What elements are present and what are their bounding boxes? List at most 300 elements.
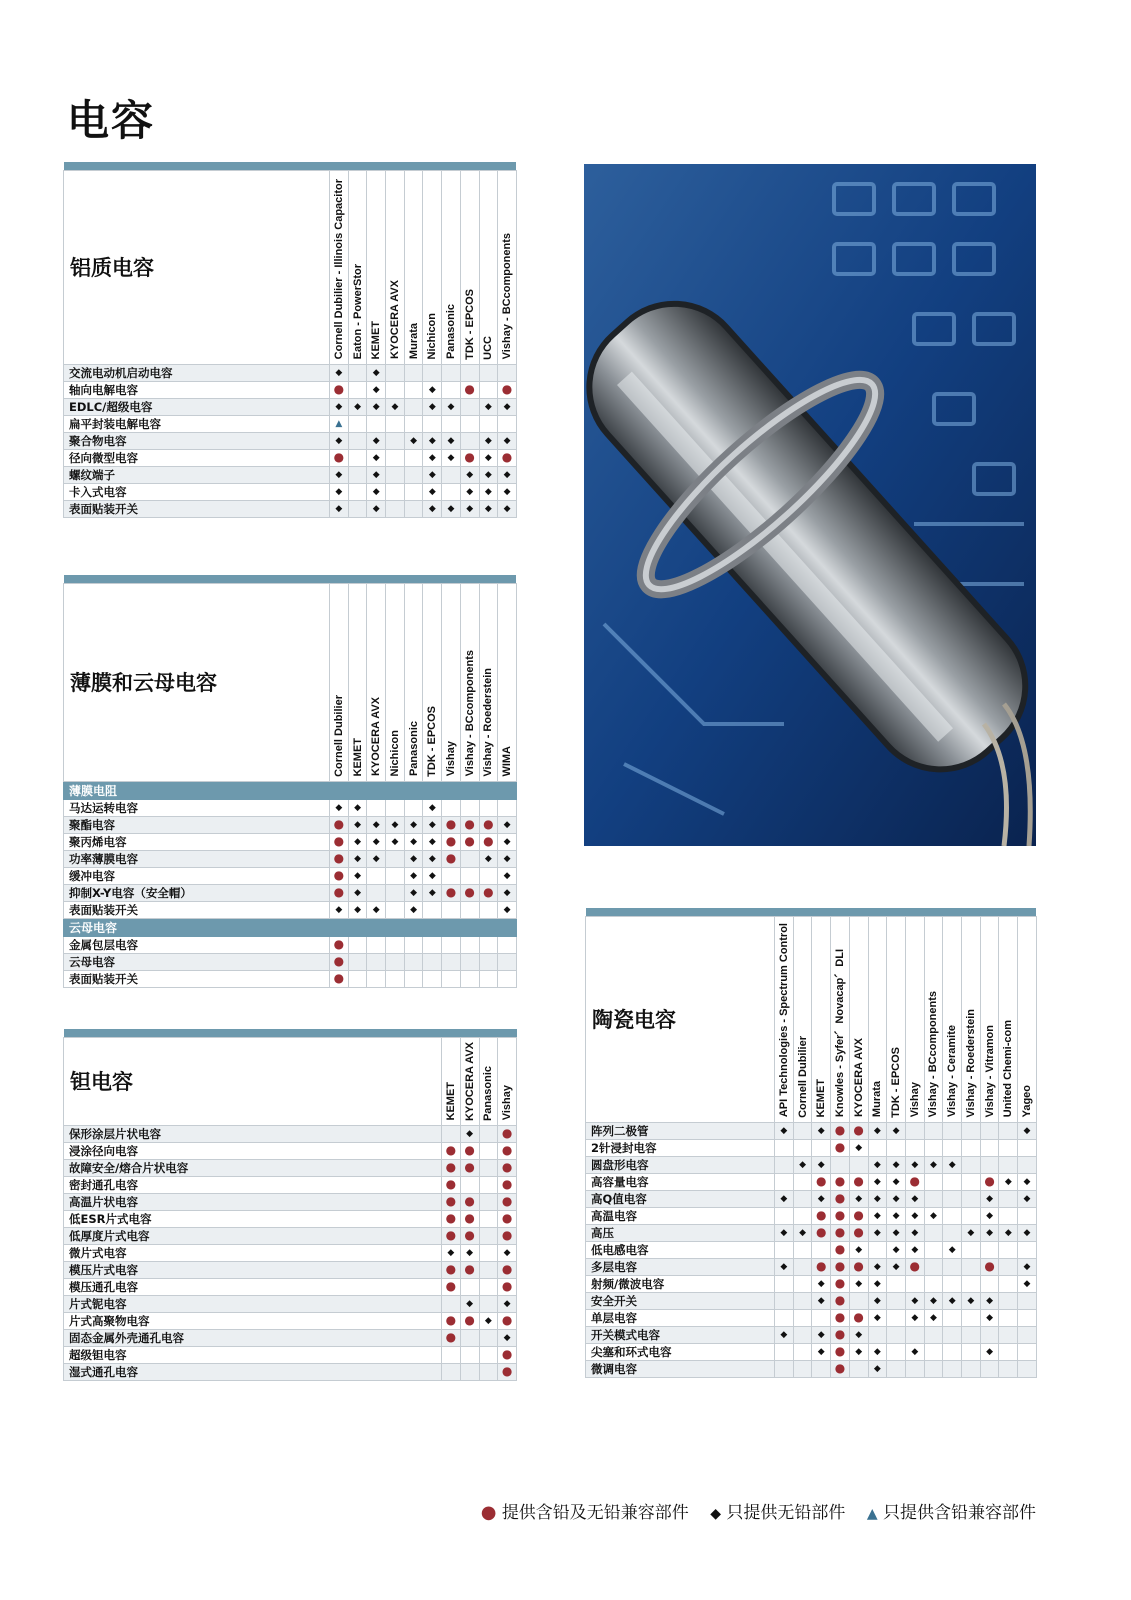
availability-cell bbox=[442, 1193, 461, 1210]
availability-cell bbox=[924, 1241, 943, 1258]
table-row bbox=[64, 953, 517, 970]
availability-cell bbox=[498, 833, 517, 850]
diamond-icon: ◆ bbox=[372, 853, 380, 864]
diamond-icon: ◆ bbox=[335, 802, 343, 813]
availability-cell bbox=[479, 833, 498, 850]
availability-cell bbox=[793, 1122, 812, 1139]
table-row bbox=[586, 1139, 1037, 1156]
availability-cell bbox=[1018, 1224, 1037, 1241]
availability-cell bbox=[460, 953, 479, 970]
page-title: 电容 bbox=[67, 96, 156, 145]
availability-cell bbox=[367, 799, 386, 816]
availability-cell bbox=[460, 867, 479, 884]
circle-icon: ● bbox=[501, 1160, 513, 1175]
circle-icon: ● bbox=[333, 817, 345, 831]
diamond-icon: ◆ bbox=[410, 836, 418, 847]
availability-cell bbox=[330, 867, 349, 884]
availability-cell bbox=[999, 1292, 1018, 1309]
manufacturer-name: KYOCERA AVX bbox=[370, 697, 383, 777]
ceramic-capacitor-table bbox=[585, 908, 1037, 1378]
diamond-icon: ◆ bbox=[892, 1159, 900, 1170]
availability-cell bbox=[887, 1122, 906, 1139]
availability-cell bbox=[831, 1258, 850, 1275]
circle-icon: ● bbox=[445, 1194, 457, 1209]
availability-cell bbox=[348, 953, 367, 970]
availability-cell bbox=[868, 1207, 887, 1224]
availability-cell bbox=[812, 1173, 831, 1190]
diamond-icon: ◆ bbox=[428, 486, 436, 497]
manufacturer-name: Eaton - PowerStor bbox=[351, 264, 364, 360]
availability-cell bbox=[386, 432, 405, 449]
manufacturer-name: Knowles - Syfer、Novacap、DLI bbox=[833, 949, 846, 1118]
table-row bbox=[64, 1261, 517, 1278]
availability-cell bbox=[812, 1207, 831, 1224]
availability-cell bbox=[404, 850, 423, 867]
availability-cell bbox=[442, 1210, 461, 1227]
availability-cell bbox=[498, 970, 517, 987]
availability-cell bbox=[330, 432, 349, 449]
availability-cell bbox=[498, 1193, 517, 1210]
availability-cell bbox=[775, 1258, 794, 1275]
availability-cell bbox=[1018, 1275, 1037, 1292]
table-row bbox=[586, 1326, 1037, 1343]
availability-cell bbox=[775, 1309, 794, 1326]
manufacturer-name: Cornell Dubilier bbox=[796, 1035, 809, 1118]
availability-cell bbox=[924, 1207, 943, 1224]
availability-cell bbox=[498, 816, 517, 833]
availability-cell bbox=[348, 901, 367, 918]
availability-cell bbox=[812, 1156, 831, 1173]
diamond-icon: ◆ bbox=[503, 819, 511, 830]
availability-cell bbox=[498, 398, 517, 415]
availability-cell bbox=[812, 1241, 831, 1258]
availability-cell bbox=[386, 936, 405, 953]
diamond-icon: ◆ bbox=[372, 435, 380, 446]
availability-cell bbox=[831, 1156, 850, 1173]
diamond-icon: ◆ bbox=[484, 452, 492, 463]
availability-cell bbox=[812, 1292, 831, 1309]
diamond-icon: ◆ bbox=[484, 435, 492, 446]
availability-cell bbox=[775, 1173, 794, 1190]
availability-cell bbox=[793, 1207, 812, 1224]
availability-cell bbox=[924, 1122, 943, 1139]
table-row bbox=[64, 1159, 517, 1176]
circle-icon: ● bbox=[834, 1259, 846, 1273]
table-accent-bar bbox=[64, 162, 517, 170]
row-label: 螺纹端子 bbox=[64, 466, 330, 483]
availability-cell bbox=[348, 364, 367, 381]
availability-cell bbox=[905, 1190, 924, 1207]
circle-icon: ● bbox=[834, 1361, 846, 1375]
diamond-icon: ◆ bbox=[873, 1261, 881, 1272]
availability-cell bbox=[962, 1139, 981, 1156]
diamond-icon: ◆ bbox=[428, 503, 436, 514]
table-title: 铝质电容 bbox=[64, 170, 330, 364]
availability-cell bbox=[905, 1122, 924, 1139]
diamond-icon: ◆ bbox=[372, 486, 380, 497]
availability-cell bbox=[479, 901, 498, 918]
availability-cell bbox=[330, 381, 349, 398]
availability-cell bbox=[460, 449, 479, 466]
availability-cell bbox=[887, 1139, 906, 1156]
circle-icon: ● bbox=[834, 1242, 846, 1256]
manufacturer-name: KEMET bbox=[815, 1079, 828, 1118]
circle-icon: ● bbox=[445, 1211, 457, 1226]
availability-cell bbox=[793, 1343, 812, 1360]
availability-cell bbox=[498, 1244, 517, 1261]
circle-icon: ● bbox=[445, 1160, 457, 1175]
diamond-icon: ◆ bbox=[873, 1210, 881, 1221]
availability-cell bbox=[442, 364, 461, 381]
diamond-icon: ◆ bbox=[1023, 1125, 1031, 1136]
availability-cell bbox=[905, 1139, 924, 1156]
diamond-icon: ◆ bbox=[855, 1346, 863, 1357]
table-row bbox=[64, 833, 517, 850]
circle-icon: ● bbox=[816, 1225, 827, 1239]
diamond-icon: ◆ bbox=[335, 503, 343, 514]
diamond-icon: ◆ bbox=[428, 802, 436, 813]
manufacturer-header bbox=[498, 583, 517, 781]
availability-cell bbox=[330, 970, 349, 987]
availability-cell bbox=[498, 1312, 517, 1329]
availability-cell bbox=[831, 1292, 850, 1309]
diamond-icon: ◆ bbox=[372, 836, 380, 847]
availability-cell bbox=[460, 1176, 479, 1193]
diamond-icon: ◆ bbox=[817, 1295, 825, 1306]
circle-icon: ● bbox=[445, 1279, 457, 1294]
diamond-icon: ◆ bbox=[911, 1210, 919, 1221]
availability-cell bbox=[442, 901, 461, 918]
row-label: 表面贴装开关 bbox=[64, 970, 330, 987]
table-row bbox=[586, 1224, 1037, 1241]
availability-cell bbox=[442, 1176, 461, 1193]
availability-cell bbox=[386, 816, 405, 833]
manufacturer-header bbox=[479, 583, 498, 781]
circle-icon: ● bbox=[501, 1262, 513, 1277]
availability-cell bbox=[367, 483, 386, 500]
table-row bbox=[586, 1241, 1037, 1258]
availability-cell bbox=[386, 500, 405, 517]
circle-icon: ● bbox=[464, 1160, 475, 1175]
availability-cell bbox=[849, 1139, 868, 1156]
availability-cell bbox=[1018, 1258, 1037, 1275]
availability-cell bbox=[479, 970, 498, 987]
manufacturer-name: Panasonic bbox=[407, 721, 420, 777]
diamond-icon: ◆ bbox=[911, 1295, 919, 1306]
availability-cell bbox=[442, 833, 461, 850]
row-label: 聚合物电容 bbox=[64, 432, 330, 449]
diamond-icon: ◆ bbox=[372, 367, 380, 378]
diamond-icon: ◆ bbox=[428, 435, 436, 446]
availability-cell bbox=[887, 1275, 906, 1292]
diamond-icon: ◆ bbox=[503, 1332, 511, 1343]
availability-cell bbox=[849, 1326, 868, 1343]
diamond-icon: ◆ bbox=[372, 819, 380, 830]
diamond-icon: ◆ bbox=[817, 1329, 825, 1340]
manufacturer-header bbox=[775, 916, 794, 1122]
availability-cell bbox=[887, 1207, 906, 1224]
circle-icon: ● bbox=[483, 834, 494, 848]
circle-icon: ● bbox=[853, 1310, 864, 1324]
availability-cell bbox=[849, 1309, 868, 1326]
manufacturer-name: Vishay - Roederstein bbox=[964, 1008, 977, 1118]
availability-cell bbox=[348, 500, 367, 517]
availability-cell bbox=[330, 398, 349, 415]
availability-cell bbox=[868, 1292, 887, 1309]
manufacturer-name: TDK - EPCOS bbox=[463, 288, 476, 360]
diamond-icon: ◆ bbox=[986, 1295, 994, 1306]
row-label: 故障安全/熔合片状电容 bbox=[64, 1159, 442, 1176]
manufacturer-header bbox=[905, 916, 924, 1122]
availability-cell bbox=[905, 1275, 924, 1292]
circle-icon: ● bbox=[464, 1228, 475, 1243]
availability-cell bbox=[498, 867, 517, 884]
availability-cell bbox=[442, 850, 461, 867]
table-row bbox=[586, 1122, 1037, 1139]
availability-cell bbox=[831, 1122, 850, 1139]
diamond-icon: ◆ bbox=[503, 1247, 511, 1258]
table-row bbox=[64, 466, 517, 483]
availability-cell bbox=[460, 901, 479, 918]
row-label: 尖塞和环式电容 bbox=[586, 1343, 775, 1360]
availability-cell bbox=[330, 364, 349, 381]
diamond-icon: ◆ bbox=[354, 887, 361, 898]
availability-cell bbox=[479, 867, 498, 884]
table-row bbox=[64, 1125, 517, 1142]
circle-icon: ● bbox=[445, 851, 457, 865]
table-row bbox=[64, 449, 517, 466]
circle-icon: ● bbox=[501, 1211, 513, 1226]
availability-cell bbox=[887, 1241, 906, 1258]
availability-cell bbox=[442, 936, 461, 953]
row-label: 片式高聚物电容 bbox=[64, 1312, 442, 1329]
availability-cell bbox=[793, 1258, 812, 1275]
circle-icon: ● bbox=[834, 1310, 846, 1324]
availability-cell bbox=[812, 1122, 831, 1139]
availability-cell bbox=[793, 1326, 812, 1343]
diamond-icon: ◆ bbox=[986, 1346, 994, 1357]
availability-cell bbox=[831, 1360, 850, 1377]
availability-cell bbox=[943, 1326, 962, 1343]
diamond-icon: ◆ bbox=[780, 1227, 788, 1238]
availability-cell bbox=[442, 1363, 461, 1380]
diamond-icon: ◆ bbox=[855, 1329, 863, 1340]
availability-cell bbox=[460, 500, 479, 517]
availability-cell bbox=[386, 850, 405, 867]
availability-cell bbox=[404, 364, 423, 381]
availability-cell bbox=[905, 1241, 924, 1258]
manufacturer-header bbox=[460, 583, 479, 781]
diamond-icon: ◆ bbox=[1023, 1227, 1031, 1238]
availability-cell bbox=[423, 816, 442, 833]
availability-cell bbox=[924, 1292, 943, 1309]
diamond-icon: ◆ bbox=[873, 1176, 881, 1187]
manufacturer-name: WIMA bbox=[501, 745, 514, 777]
availability-cell bbox=[479, 1278, 498, 1295]
circle-icon: ● bbox=[483, 885, 494, 899]
circle-icon: ● bbox=[853, 1174, 864, 1188]
availability-cell bbox=[812, 1139, 831, 1156]
availability-cell bbox=[442, 970, 461, 987]
availability-cell bbox=[980, 1309, 999, 1326]
table-row bbox=[64, 1329, 517, 1346]
availability-cell bbox=[479, 1159, 498, 1176]
availability-cell bbox=[479, 1210, 498, 1227]
table-row bbox=[64, 381, 517, 398]
table-row bbox=[64, 850, 517, 867]
diamond-icon: ◆ bbox=[372, 904, 380, 915]
availability-cell bbox=[460, 1346, 479, 1363]
availability-cell bbox=[868, 1122, 887, 1139]
diamond-icon: ◆ bbox=[428, 384, 436, 395]
circle-icon: ● bbox=[464, 1211, 475, 1226]
diamond-icon: ◆ bbox=[466, 469, 474, 480]
availability-cell bbox=[348, 884, 367, 901]
diamond-icon: ◆ bbox=[911, 1227, 919, 1238]
availability-cell bbox=[868, 1343, 887, 1360]
availability-cell bbox=[460, 1142, 479, 1159]
row-label: 高压 bbox=[586, 1224, 775, 1241]
availability-cell bbox=[404, 884, 423, 901]
circle-icon: ● bbox=[464, 1262, 475, 1277]
diamond-icon: ◆ bbox=[466, 503, 474, 514]
availability-cell bbox=[831, 1275, 850, 1292]
availability-cell bbox=[980, 1173, 999, 1190]
diamond-icon: ◆ bbox=[1004, 1227, 1012, 1238]
availability-cell bbox=[386, 415, 405, 432]
diamond-icon: ◆ bbox=[391, 836, 399, 847]
row-label: 射频/微波电容 bbox=[586, 1275, 775, 1292]
availability-cell bbox=[330, 799, 349, 816]
manufacturer-name: Panasonic bbox=[482, 1065, 495, 1121]
circle-icon: ● bbox=[464, 1143, 475, 1158]
availability-cell bbox=[442, 1346, 461, 1363]
legend-triangle-text: 只提供含铅兼容部件 bbox=[883, 1503, 1036, 1523]
manufacturer-header bbox=[442, 583, 461, 781]
row-label: 高Q值电容 bbox=[586, 1190, 775, 1207]
circle-icon: ● bbox=[464, 817, 475, 831]
availability-cell bbox=[999, 1224, 1018, 1241]
circle-icon: ● bbox=[445, 1262, 457, 1277]
availability-cell bbox=[386, 833, 405, 850]
diamond-icon: ◆ bbox=[447, 503, 455, 514]
manufacturer-name: Murata bbox=[407, 323, 420, 360]
diamond-icon: ◆ bbox=[780, 1125, 788, 1136]
availability-cell bbox=[943, 1343, 962, 1360]
manufacturer-header bbox=[793, 916, 812, 1122]
circle-icon: ● bbox=[333, 450, 345, 464]
capacitor-photo bbox=[584, 164, 1036, 846]
table-row bbox=[64, 1227, 517, 1244]
circle-icon: ● bbox=[909, 1174, 921, 1188]
availability-cell bbox=[980, 1275, 999, 1292]
diamond-icon: ◆ bbox=[930, 1159, 937, 1170]
diamond-icon: ◆ bbox=[1023, 1193, 1031, 1204]
availability-cell bbox=[980, 1122, 999, 1139]
availability-cell bbox=[980, 1207, 999, 1224]
diamond-icon: ◆ bbox=[484, 469, 492, 480]
availability-cell bbox=[367, 884, 386, 901]
availability-cell bbox=[775, 1122, 794, 1139]
availability-cell bbox=[348, 799, 367, 816]
availability-cell bbox=[924, 1275, 943, 1292]
availability-cell bbox=[367, 833, 386, 850]
availability-cell bbox=[460, 381, 479, 398]
manufacturer-name: KYOCERA AVX bbox=[388, 280, 401, 360]
diamond-icon: ◆ bbox=[372, 452, 380, 463]
manufacturer-header bbox=[831, 916, 850, 1122]
availability-cell bbox=[887, 1343, 906, 1360]
availability-cell bbox=[367, 500, 386, 517]
diamond-icon: ◆ bbox=[948, 1244, 956, 1255]
availability-cell bbox=[460, 1244, 479, 1261]
availability-cell bbox=[999, 1360, 1018, 1377]
table-title: 薄膜和云母电容 bbox=[64, 583, 330, 781]
diamond-icon: ◆ bbox=[1004, 1176, 1012, 1187]
availability-cell bbox=[943, 1292, 962, 1309]
circle-icon: ● bbox=[333, 382, 345, 396]
table-row bbox=[586, 1360, 1037, 1377]
manufacturer-header bbox=[330, 170, 349, 364]
circle-icon: ● bbox=[445, 1228, 457, 1243]
availability-cell bbox=[442, 1295, 461, 1312]
availability-cell bbox=[887, 1224, 906, 1241]
table-row bbox=[586, 1258, 1037, 1275]
availability-cell bbox=[460, 1295, 479, 1312]
circle-icon: ● bbox=[853, 1225, 864, 1239]
availability-cell bbox=[442, 1125, 461, 1142]
availability-cell bbox=[999, 1326, 1018, 1343]
availability-cell bbox=[999, 1309, 1018, 1326]
availability-cell bbox=[924, 1258, 943, 1275]
availability-cell bbox=[348, 867, 367, 884]
availability-cell bbox=[812, 1343, 831, 1360]
availability-cell bbox=[1018, 1156, 1037, 1173]
circle-icon: ● bbox=[834, 1327, 846, 1341]
availability-cell bbox=[962, 1326, 981, 1343]
availability-cell bbox=[404, 398, 423, 415]
circle-icon: ● bbox=[333, 851, 345, 865]
availability-cell bbox=[1018, 1122, 1037, 1139]
circle-icon: ● bbox=[464, 834, 475, 848]
diamond-icon: ◆ bbox=[410, 853, 418, 864]
availability-cell bbox=[1018, 1173, 1037, 1190]
table-accent-bar bbox=[586, 908, 1037, 916]
availability-cell bbox=[924, 1139, 943, 1156]
manufacturer-header bbox=[479, 170, 498, 364]
section-header: 薄膜电阻 bbox=[64, 781, 517, 799]
manufacturer-name: United Chemi-com bbox=[1002, 1020, 1015, 1118]
availability-cell bbox=[793, 1190, 812, 1207]
diamond-icon: ◆ bbox=[503, 853, 511, 864]
availability-cell bbox=[479, 953, 498, 970]
availability-cell bbox=[943, 1241, 962, 1258]
availability-cell bbox=[404, 867, 423, 884]
availability-cell bbox=[943, 1139, 962, 1156]
availability-cell bbox=[442, 381, 461, 398]
circle-icon: ● bbox=[501, 1279, 513, 1294]
table-row bbox=[586, 1292, 1037, 1309]
diamond-icon: ◆ bbox=[503, 503, 511, 514]
diamond-icon: ◆ bbox=[372, 384, 380, 395]
row-label: 低电感电容 bbox=[586, 1241, 775, 1258]
availability-cell bbox=[386, 398, 405, 415]
manufacturer-header bbox=[442, 170, 461, 364]
availability-cell bbox=[775, 1139, 794, 1156]
diamond-icon: ◆ bbox=[892, 1210, 900, 1221]
availability-cell bbox=[348, 970, 367, 987]
diamond-icon: ◆ bbox=[873, 1227, 881, 1238]
